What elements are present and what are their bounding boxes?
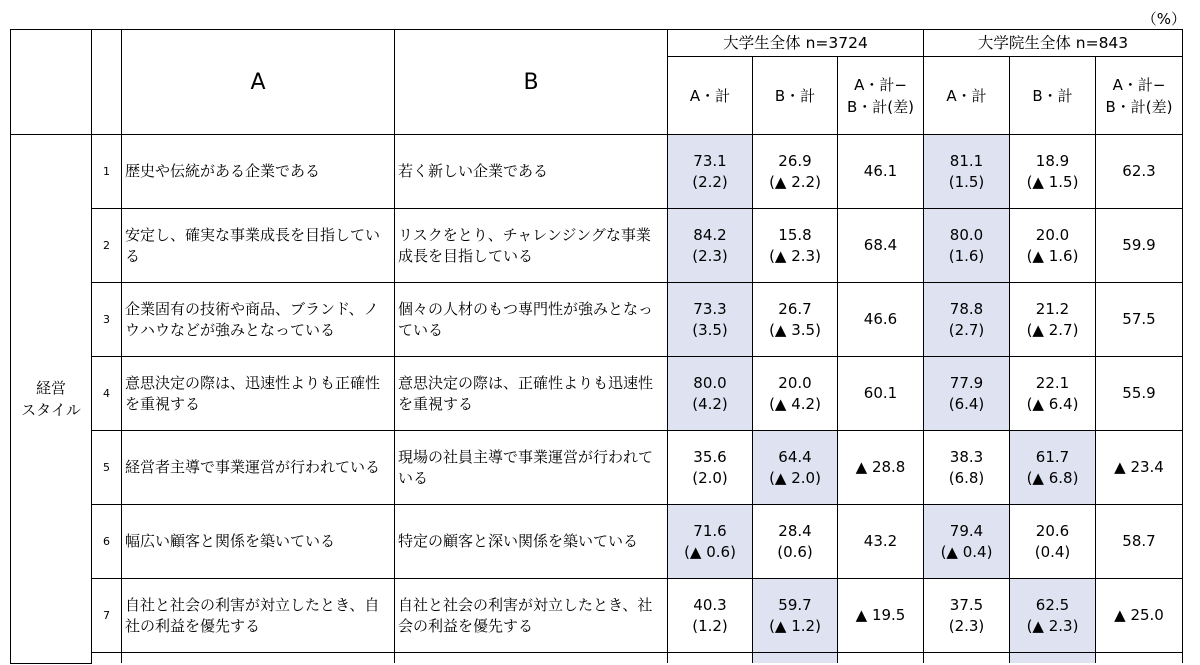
gr-b-cell-sub: (▲ 1.6): [1026, 246, 1079, 265]
partial-cell: [1096, 653, 1183, 664]
gr-b-cell: [1010, 209, 1096, 283]
partial-cell: [668, 653, 753, 664]
table-row: [11, 209, 1183, 283]
header-ug-diff: A・計− B・計(差): [838, 57, 924, 135]
table-row: [11, 283, 1183, 357]
statement-a: 意思決定の際は、迅速性よりも正確性を重視する: [122, 357, 395, 431]
ug-a-cell: [668, 135, 753, 209]
statement-a: 経営者主導で事業運営が行われている: [122, 431, 395, 505]
gr-b-cell-sub: (▲ 6.4): [1026, 394, 1079, 413]
table-row: [11, 357, 1183, 431]
gr-a-cell-value: 77.9: [949, 373, 984, 392]
gr-diff-cell: 59.9: [1096, 209, 1183, 283]
ug-b-cell-value: 26.7: [778, 299, 812, 318]
row-number: 3: [92, 283, 122, 357]
table-row: [11, 135, 1183, 209]
header-corner-num: [92, 30, 122, 135]
ug-a-cell: [668, 283, 753, 357]
gr-a-cell: [924, 357, 1010, 431]
row-number: 2: [92, 209, 122, 283]
category-label: 経営 スタイル: [11, 135, 92, 664]
gr-a-cell-value: 80.0: [949, 225, 984, 244]
ug-b-cell-sub: (▲ 2.0): [769, 468, 821, 487]
ug-a-cell: [668, 209, 753, 283]
gr-a-cell-sub: (2.3): [948, 616, 985, 635]
gr-a-cell: [924, 431, 1010, 505]
ug-a-cell-value: 35.6: [693, 447, 727, 466]
ug-b-cell: [753, 209, 838, 283]
gr-a-cell-value: 79.4: [949, 521, 984, 540]
ug-a-cell: [668, 505, 753, 579]
statement-a: 企業固有の技術や商品、ブランド、ノウハウなどが強みとなっている: [122, 283, 395, 357]
partial-cell: [395, 653, 668, 664]
row-number: 1: [92, 135, 122, 209]
statement-b: 若く新しい企業である: [395, 135, 668, 209]
header-ug-b-total: B・計: [753, 57, 838, 135]
gr-a-cell-sub: (▲ 0.4): [940, 542, 993, 561]
ug-b-cell: [753, 135, 838, 209]
gr-b-cell: [1010, 579, 1096, 653]
statement-b: 特定の顧客と深い関係を築いている: [395, 505, 668, 579]
gr-a-cell-value: 37.5: [949, 595, 984, 614]
gr-b-cell: [1010, 505, 1096, 579]
ug-a-cell-sub: (▲ 0.6): [684, 542, 736, 561]
gr-a-cell-sub: (6.8): [948, 468, 985, 487]
header-ug-a-total: A・計: [668, 57, 753, 135]
gr-a-cell-sub: (1.6): [948, 246, 985, 265]
gr-a-cell: [924, 283, 1010, 357]
ug-b-cell: [753, 283, 838, 357]
gr-b-cell-value: 62.5: [1035, 595, 1070, 614]
gr-a-cell: [924, 135, 1010, 209]
partial-cell: [753, 653, 838, 664]
statement-b: 個々の人材のもつ専門性が強みとなっている: [395, 283, 668, 357]
ug-a-cell-value: 40.3: [693, 595, 727, 614]
header-gr-b-total: B・計: [1010, 57, 1096, 135]
ug-diff-cell: ▲ 19.5: [838, 579, 924, 653]
ug-b-cell-sub: (▲ 1.2): [769, 616, 821, 635]
ug-a-cell-value: 73.3: [693, 299, 727, 318]
row-number: 4: [92, 357, 122, 431]
ug-b-cell-value: 15.8: [778, 225, 812, 244]
gr-b-cell-value: 22.1: [1035, 373, 1070, 392]
ug-diff-cell: 68.4: [838, 209, 924, 283]
gr-diff-cell: ▲ 25.0: [1096, 579, 1183, 653]
row-number: 7: [92, 579, 122, 653]
ug-b-cell-sub: (▲ 2.2): [769, 172, 821, 191]
statement-a: 安定し、確実な事業成長を目指している: [122, 209, 395, 283]
gr-b-cell-sub: (▲ 2.3): [1026, 616, 1079, 635]
header-group-grad: 大学院生全体 n=843: [924, 30, 1183, 57]
ug-diff-cell: ▲ 28.8: [838, 431, 924, 505]
partial-cell: [838, 653, 924, 664]
statement-a: 歴史や伝統がある企業である: [122, 135, 395, 209]
header-gr-diff: A・計− B・計(差): [1096, 57, 1183, 135]
statement-b: 意思決定の際は、正確性よりも迅速性を重視する: [395, 357, 668, 431]
gr-b-cell: [1010, 135, 1096, 209]
ug-a-cell: [668, 357, 753, 431]
gr-b-cell-sub: (0.4): [1034, 542, 1071, 561]
ug-a-cell-sub: (1.2): [692, 616, 728, 635]
ug-a-cell-sub: (4.2): [692, 394, 728, 413]
gr-a-cell: [924, 505, 1010, 579]
gr-b-cell: [1010, 357, 1096, 431]
gr-b-cell-value: 61.7: [1035, 447, 1070, 466]
unit-label: （%）: [1141, 10, 1186, 28]
gr-diff-cell: 58.7: [1096, 505, 1183, 579]
gr-diff-cell: ▲ 23.4: [1096, 431, 1183, 505]
gr-b-cell-sub: (▲ 1.5): [1026, 172, 1079, 191]
ug-b-cell-sub: (0.6): [777, 542, 813, 561]
ug-b-cell: [753, 579, 838, 653]
gr-diff-cell: 57.5: [1096, 283, 1183, 357]
ug-a-cell: [668, 431, 753, 505]
ug-b-cell-sub: (▲ 2.3): [769, 246, 821, 265]
gr-b-cell-sub: (▲ 6.8): [1026, 468, 1079, 487]
ug-a-cell-value: 71.6: [693, 521, 727, 540]
ug-a-cell-value: 73.1: [693, 151, 727, 170]
ug-b-cell-sub: (▲ 3.5): [769, 320, 821, 339]
ug-a-cell-sub: (2.0): [692, 468, 728, 487]
header-corner: [11, 30, 92, 135]
ug-b-cell-value: 64.4: [778, 447, 812, 466]
ug-b-cell: [753, 505, 838, 579]
ug-a-cell-value: 84.2: [693, 225, 727, 244]
survey-table: [10, 29, 1183, 664]
table-row: [11, 579, 1183, 653]
gr-b-cell-value: 18.9: [1035, 151, 1070, 170]
gr-a-cell-value: 78.8: [949, 299, 984, 318]
statement-b: リスクをとり、チャレンジングな事業成長を目指している: [395, 209, 668, 283]
gr-a-cell-value: 38.3: [949, 447, 984, 466]
gr-a-cell-sub: (1.5): [948, 172, 985, 191]
ug-b-cell-value: 28.4: [778, 521, 812, 540]
partial-cell: [122, 653, 395, 664]
statement-a: 幅広い顧客と関係を築いている: [122, 505, 395, 579]
ug-b-cell-value: 59.7: [778, 595, 812, 614]
ug-a-cell-value: 80.0: [693, 373, 727, 392]
ug-diff-cell: 43.2: [838, 505, 924, 579]
gr-b-cell-sub: (▲ 2.7): [1026, 320, 1079, 339]
gr-b-cell: [1010, 431, 1096, 505]
header-gr-a-total: A・計: [924, 57, 1010, 135]
row-number: 5: [92, 431, 122, 505]
ug-a-cell: [668, 579, 753, 653]
gr-a-cell: [924, 579, 1010, 653]
gr-diff-cell: 62.3: [1096, 135, 1183, 209]
ug-a-cell-sub: (2.2): [692, 172, 728, 191]
ug-b-cell-value: 20.0: [778, 373, 812, 392]
row-number: 6: [92, 505, 122, 579]
table-row: [11, 431, 1183, 505]
gr-a-cell-sub: (2.7): [948, 320, 985, 339]
ug-diff-cell: 46.6: [838, 283, 924, 357]
table-row: [11, 505, 1183, 579]
ug-diff-cell: 60.1: [838, 357, 924, 431]
gr-b-cell: [1010, 283, 1096, 357]
statement-a: 自社と社会の利害が対立したとき、自社の利益を優先する: [122, 579, 395, 653]
gr-b-cell-value: 20.6: [1035, 521, 1070, 540]
gr-diff-cell: 55.9: [1096, 357, 1183, 431]
gr-b-cell-value: 20.0: [1035, 225, 1070, 244]
ug-b-cell-sub: (▲ 4.2): [769, 394, 821, 413]
table-row-partial: [11, 653, 1183, 664]
partial-cell: [92, 653, 122, 664]
ug-a-cell-sub: (2.3): [692, 246, 728, 265]
ug-b-cell-value: 26.9: [778, 151, 812, 170]
ug-a-cell-sub: (3.5): [692, 320, 728, 339]
gr-a-cell-sub: (6.4): [948, 394, 985, 413]
ug-diff-cell: 46.1: [838, 135, 924, 209]
partial-cell: [924, 653, 1010, 664]
ug-b-cell: [753, 431, 838, 505]
header-col-b: B: [395, 30, 668, 135]
gr-b-cell-value: 21.2: [1035, 299, 1070, 318]
gr-a-cell-value: 81.1: [949, 151, 984, 170]
statement-b: 現場の社員主導で事業運営が行われている: [395, 431, 668, 505]
gr-a-cell: [924, 209, 1010, 283]
header-col-a: A: [122, 30, 395, 135]
partial-cell: [1010, 653, 1096, 664]
statement-b: 自社と社会の利害が対立したとき、社会の利益を優先する: [395, 579, 668, 653]
ug-b-cell: [753, 357, 838, 431]
header-group-undergrad: 大学生全体 n=3724: [668, 30, 924, 57]
